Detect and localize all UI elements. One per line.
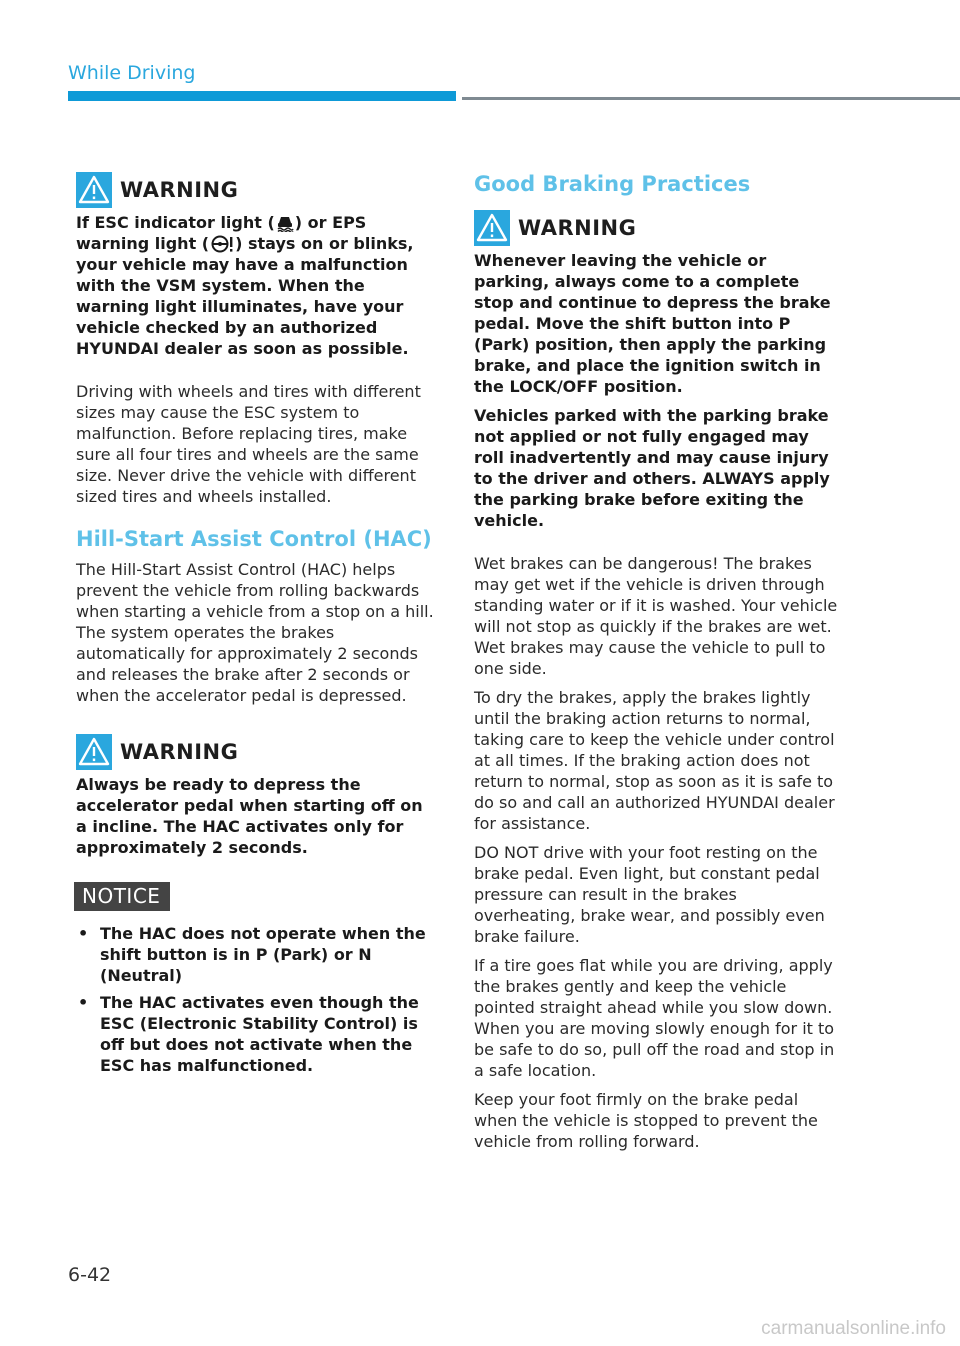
bullet-icon: • <box>78 924 89 943</box>
wet-brakes-paragraph: Wet brakes can be dangerous! The brakes may get wet if the vehicle is driven through standing water or if it is washed. Your vehicle will not stop as quickly if the brakes are wet. Wet brakes may cause the vehicle to pull to one side. <box>474 554 838 678</box>
warning-heading <box>76 170 438 210</box>
watermark: carmanualsonline.info <box>761 1318 946 1339</box>
tire-size-paragraph: Driving with wheels and tires with different sizes may cause the ESC system to malfunction. Before replacing tires, make sure all four tires and wheels are the same size. Never drive the vehicle with different sized tires and wheels installed. <box>76 382 421 506</box>
flat-tire-paragraph: If a tire goes flat while you are driving, apply the brakes gently and keep the vehicle pointed straight ahead while you slow down. When you are moving slowly enough for it to be safe to do so, pull off the road and stop in a safe location. <box>474 956 835 1080</box>
eps-warning-icon <box>209 235 235 253</box>
list-item: • The HAC activates even though the ESC (Electronic Stability Control) is off but does not activate when the ESC has malfunctioned. <box>78 993 419 1075</box>
left-column <box>76 170 438 1082</box>
bullet-icon: • <box>78 993 89 1012</box>
notice-list <box>76 923 438 1076</box>
warning-triangle-icon <box>76 172 112 208</box>
notice-badge: NOTICE <box>74 882 170 911</box>
parking-brake-warning-text: Vehicles parked with the parking brake not applied or not fully engaged may roll inadvertently and may cause injury to the driver and others. ALWAYS apply the parking brake before exiting the vehicle. <box>474 406 830 530</box>
page-number: 6-42 <box>68 1264 112 1286</box>
warning-triangle-icon <box>76 734 112 770</box>
header-rule-grey <box>462 97 960 100</box>
right-column <box>474 170 838 1160</box>
section-header-title: While Driving <box>68 62 196 84</box>
header-rule-accent <box>68 91 456 101</box>
warning-label: WARNING <box>518 216 637 240</box>
warning-triangle-icon <box>474 210 510 246</box>
hac-description: The Hill-Start Assist Control (HAC) helps prevent the vehicle from rolling backwards when starting a vehicle from a stop on a hill. The system operates the brakes automatically for approximately 2 seconds and releases the brake after 2 seconds or when the accelerator pedal is depressed. <box>76 560 434 705</box>
hac-warning-text: Always be ready to depress the accelerator pedal when starting off on a incline. The HAC activates only for approximately 2 seconds. <box>76 775 423 857</box>
hac-section-title: Hill-Start Assist Control (HAC) <box>76 527 432 551</box>
warning-label: WARNING <box>120 740 239 764</box>
dry-brakes-paragraph: To dry the brakes, apply the brakes lightly until the braking action returns to normal, taking care to keep the vehicle under control at all times. If the braking action does not return to normal, stop as soon as it is safe to do so and call an authorized HYUNDAI dealer for assistance. <box>474 688 835 833</box>
stopped-vehicle-paragraph: Keep your foot firmly on the brake pedal when the vehicle is stopped to prevent the vehicle from rolling forward. <box>474 1090 818 1151</box>
esc-warning-text: If ESC indicator light ( ) or EPS warning light ( ) stays on or blinks, your vehicle may have a malfunction with the VSM system. When the warning light illuminates, have your vehicle checked by an authorized HYUNDAI dealer as soon as possible. <box>76 213 414 358</box>
foot-resting-paragraph: DO NOT drive with your foot resting on the brake pedal. Even light, but constant pedal pressure can result in the brakes overheating, brake wear, and possibly even brake failure. <box>474 843 825 946</box>
warning-heading <box>474 208 838 248</box>
warning-label: WARNING <box>120 178 239 202</box>
parking-warning-text: Whenever leaving the vehicle or parking, always come to a complete stop and continue to depress the brake pedal. Move the shift button into P (Park) position, then apply the parking brake, and place the ignition switch in the LOCK/OFF position. <box>474 251 831 396</box>
esc-indicator-icon <box>275 214 295 232</box>
list-item: • The HAC does not operate when the shift button is in P (Park) or N (Neutral) <box>78 924 426 985</box>
braking-section-title: Good Braking Practices <box>474 172 751 196</box>
warning-heading <box>76 732 438 772</box>
